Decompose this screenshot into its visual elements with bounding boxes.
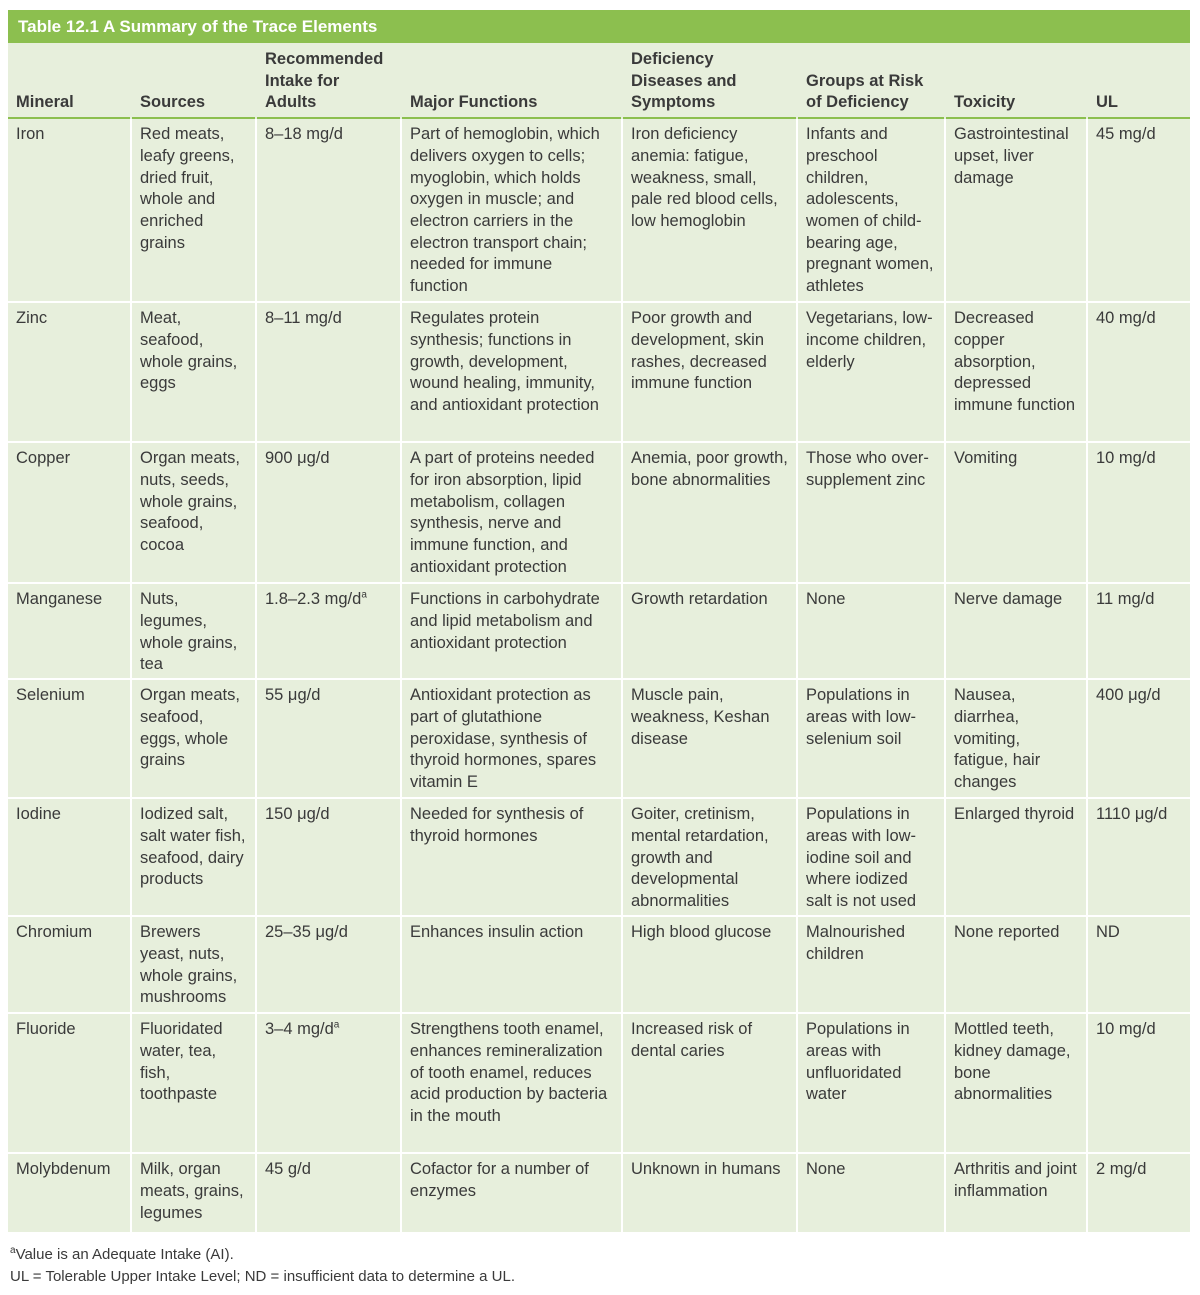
deficiency-text: Iron deficiency anemia: fatigue, weakness, small, pale red blood cells, low hemoglobin	[631, 125, 778, 230]
risk-text: Populations in areas with low-iodine soil and where iodized salt is not used	[806, 805, 917, 910]
trace-elements-table	[8, 43, 1190, 1232]
intake-text: 8–11 mg/d	[265, 309, 342, 328]
cell-mineral	[8, 916, 131, 1013]
risk-text: None	[806, 590, 846, 609]
deficiency-text: Growth retardation	[631, 590, 768, 609]
header-risk: Groups at Risk of Deficiency	[797, 43, 945, 118]
table-title: Table 12.1 A Summary of the Trace Elements	[8, 10, 1190, 43]
cell-risk	[797, 118, 945, 302]
table-row	[8, 916, 1190, 1013]
functions-text: A part of proteins needed for iron absorption, lipid metabolism, collagen synthesis, nerve and immune function, and antioxidant protection	[410, 449, 595, 576]
functions-text: Part of hemoglobin, which delivers oxygen to cells; myoglobin, which holds oxygen in muscle; and electron carriers in the electron transport chain; needed for immune function	[410, 125, 600, 296]
toxicity-text: Gastrointestinal upset, liver damage	[954, 125, 1069, 187]
cell-mineral	[8, 118, 131, 302]
cell-sources	[131, 916, 256, 1013]
cell-functions	[401, 679, 622, 798]
cell-ul	[1087, 679, 1190, 798]
cell-functions	[401, 302, 622, 442]
cell-mineral	[8, 1153, 131, 1232]
toxicity-text: Mottled teeth, kidney damage, bone abnormalities	[954, 1020, 1071, 1104]
table-row	[8, 583, 1190, 679]
deficiency-text: High blood glucose	[631, 923, 772, 942]
sources-text: Meat, seafood, whole grains, eggs	[140, 309, 238, 393]
cell-intake	[256, 1013, 401, 1153]
deficiency-text: Unknown in humans	[631, 1160, 781, 1179]
footnote-marker: a	[333, 1019, 340, 1031]
cell-toxicity	[945, 1153, 1087, 1232]
cell-risk	[797, 583, 945, 679]
cell-risk	[797, 302, 945, 442]
toxicity-text: None reported	[954, 923, 1060, 942]
sources-text: Red meats, leafy greens, dried fruit, whole and enriched grains	[140, 125, 235, 252]
cell-risk	[797, 916, 945, 1013]
ul-text: 11 mg/d	[1096, 590, 1155, 609]
cell-mineral	[8, 442, 131, 583]
cell-functions	[401, 118, 622, 302]
intake-text: 1.8–2.3 mg/d	[265, 590, 362, 609]
deficiency-text: Goiter, cretinism, mental retardation, growth and developmental abnormalities	[631, 805, 769, 910]
cell-toxicity	[945, 118, 1087, 302]
cell-intake	[256, 583, 401, 679]
sources-text: Iodized salt, salt water fish, seafood, dairy products	[140, 805, 246, 889]
footnote-ul-definition: UL = Tolerable Upper Intake Level; ND = insufficient data to determine a UL.	[10, 1268, 516, 1285]
cell-ul	[1087, 583, 1190, 679]
cell-ul	[1087, 1153, 1190, 1232]
functions-text: Functions in carbohydrate and lipid metabolism and antioxidant protection	[410, 590, 600, 652]
ul-text: 45 mg/d	[1096, 125, 1156, 144]
risk-text: Those who over-supplement zinc	[806, 449, 929, 489]
sources-text: Nuts, legumes, whole grains, tea	[140, 590, 238, 674]
functions-text: Cofactor for a number of enzymes	[410, 1160, 589, 1200]
cell-intake	[256, 679, 401, 798]
cell-mineral	[8, 1013, 131, 1153]
cell-sources	[131, 1153, 256, 1232]
intake-text: 25–35 μg/d	[265, 923, 348, 942]
cell-risk	[797, 1013, 945, 1153]
cell-sources	[131, 302, 256, 442]
toxicity-text: Nerve damage	[954, 590, 1063, 609]
ul-text: ND	[1096, 923, 1120, 942]
ul-text: 400 μg/d	[1096, 686, 1161, 705]
cell-sources	[131, 583, 256, 679]
functions-text: Strengthens tooth enamel, enhances remineralization of tooth enamel, reduces acid production by bacteria in the mouth	[410, 1020, 608, 1125]
cell-sources	[131, 798, 256, 916]
intake-text: 3–4 mg/d	[265, 1020, 334, 1039]
cell-deficiency	[622, 583, 797, 679]
intake-text: 8–18 mg/d	[265, 125, 343, 144]
functions-text: Regulates protein synthesis; functions in growth, development, wound healing, immunity, and antioxidant protection	[410, 309, 599, 414]
cell-intake	[256, 442, 401, 583]
cell-intake	[256, 798, 401, 916]
sources-text: Milk, organ meats, grains, legumes	[140, 1160, 244, 1222]
cell-intake	[256, 302, 401, 442]
intake-text: 900 μg/d	[265, 449, 330, 468]
mineral-text: Iron	[16, 125, 45, 144]
deficiency-text: Increased risk of dental caries	[631, 1020, 753, 1060]
cell-risk	[797, 1153, 945, 1232]
header-ul: UL	[1087, 43, 1190, 118]
cell-deficiency	[622, 798, 797, 916]
deficiency-text: Anemia, poor growth, bone abnormalities	[631, 449, 788, 489]
mineral-text: Fluoride	[16, 1020, 76, 1039]
ul-text: 1110 μg/d	[1096, 805, 1168, 824]
risk-text: Populations in areas with unfluoridated water	[806, 1020, 910, 1104]
mineral-text: Copper	[16, 449, 71, 468]
ul-text: 10 mg/d	[1096, 449, 1156, 468]
sources-text: Brewers yeast, nuts, whole grains, mushrooms	[140, 923, 238, 1007]
cell-sources	[131, 118, 256, 302]
table-body	[8, 118, 1190, 1232]
toxicity-text: Vomiting	[954, 449, 1018, 468]
mineral-text: Selenium	[16, 686, 85, 705]
sources-text: Fluoridated water, tea, fish, toothpaste	[140, 1020, 223, 1104]
cell-functions	[401, 916, 622, 1013]
intake-text: 55 μg/d	[265, 686, 321, 705]
deficiency-text: Poor growth and development, skin rashes, decreased immune function	[631, 309, 767, 393]
cell-intake	[256, 916, 401, 1013]
mineral-text: Chromium	[16, 923, 93, 942]
table-row	[8, 1153, 1190, 1232]
intake-text: 45 g/d	[265, 1160, 311, 1179]
mineral-text: Manganese	[16, 590, 103, 609]
summary-table-figure	[8, 10, 1190, 1232]
table-row	[8, 798, 1190, 916]
header-sources: Sources	[131, 43, 256, 118]
cell-functions	[401, 798, 622, 916]
mineral-text: Molybdenum	[16, 1160, 111, 1179]
cell-mineral	[8, 798, 131, 916]
risk-text: Populations in areas with low-selenium soil	[806, 686, 917, 748]
header-row	[8, 43, 1190, 118]
sources-text: Organ meats, nuts, seeds, whole grains, seafood, cocoa	[140, 449, 240, 554]
cell-deficiency	[622, 442, 797, 583]
cell-risk	[797, 442, 945, 583]
cell-sources	[131, 1013, 256, 1153]
toxicity-text: Decreased copper absorption, depressed immune function	[954, 309, 1076, 414]
ul-text: 10 mg/d	[1096, 1020, 1156, 1039]
functions-text: Enhances insulin action	[410, 923, 584, 942]
table-row	[8, 679, 1190, 798]
cell-deficiency	[622, 1153, 797, 1232]
footnote-marker: a	[361, 589, 367, 601]
cell-mineral	[8, 583, 131, 679]
table-row	[8, 118, 1190, 302]
mineral-text: Iodine	[16, 805, 61, 824]
cell-mineral	[8, 302, 131, 442]
cell-toxicity	[945, 442, 1087, 583]
ul-text: 2 mg/d	[1096, 1160, 1147, 1179]
table-row	[8, 442, 1190, 583]
cell-functions	[401, 1153, 622, 1232]
header-toxicity: Toxicity	[945, 43, 1087, 118]
cell-toxicity	[945, 916, 1087, 1013]
risk-text: None	[806, 1160, 846, 1179]
footnote-a-text: Value is an Adequate Intake (AI).	[15, 1246, 234, 1263]
header-functions: Major Functions	[401, 43, 622, 118]
header-intake: Recommended Intake for Adults	[256, 43, 401, 118]
cell-sources	[131, 442, 256, 583]
cell-mineral	[8, 679, 131, 798]
cell-risk	[797, 798, 945, 916]
ul-text: 40 mg/d	[1096, 309, 1156, 328]
intake-text: 150 μg/d	[265, 805, 330, 824]
footnote-adequate-intake	[10, 1244, 515, 1266]
cell-intake	[256, 118, 401, 302]
cell-functions	[401, 442, 622, 583]
cell-deficiency	[622, 916, 797, 1013]
risk-text: Vegetarians, low-income children, elderly	[806, 309, 933, 371]
cell-toxicity	[945, 302, 1087, 442]
toxicity-text: Nausea, diarrhea, vomiting, fatigue, hair changes	[954, 686, 1041, 791]
cell-functions	[401, 583, 622, 679]
footnote-mark: a	[10, 1245, 16, 1256]
toxicity-text: Enlarged thyroid	[954, 805, 1075, 824]
cell-ul	[1087, 442, 1190, 583]
deficiency-text: Muscle pain, weakness, Keshan disease	[631, 686, 770, 748]
mineral-text: Zinc	[16, 309, 48, 328]
header-mineral: Mineral	[8, 43, 131, 118]
cell-intake	[256, 1153, 401, 1232]
cell-toxicity	[945, 798, 1087, 916]
functions-text: Needed for synthesis of thyroid hormones	[410, 805, 584, 845]
table-row	[8, 302, 1190, 442]
sources-text: Organ meats, seafood, eggs, whole grains	[140, 686, 240, 770]
cell-ul	[1087, 798, 1190, 916]
footnotes	[10, 1244, 515, 1288]
risk-text: Malnourished children	[806, 923, 906, 963]
cell-ul	[1087, 916, 1190, 1013]
cell-ul	[1087, 1013, 1190, 1153]
cell-deficiency	[622, 118, 797, 302]
cell-sources	[131, 679, 256, 798]
cell-ul	[1087, 302, 1190, 442]
cell-toxicity	[945, 1013, 1087, 1153]
header-deficiency: Deficiency Diseases and Symptoms	[622, 43, 797, 118]
toxicity-text: Arthritis and joint inflammation	[954, 1160, 1077, 1200]
cell-deficiency	[622, 302, 797, 442]
table-row	[8, 1013, 1190, 1153]
risk-text: Infants and preschool children, adolescents, women of child-bearing age, pregnant women, athletes	[806, 125, 934, 296]
cell-toxicity	[945, 679, 1087, 798]
cell-ul	[1087, 118, 1190, 302]
cell-deficiency	[622, 679, 797, 798]
cell-risk	[797, 679, 945, 798]
functions-text: Antioxidant protection as part of glutathione peroxidase, synthesis of thyroid hormones, spares vitamin E	[410, 686, 597, 791]
cell-toxicity	[945, 583, 1087, 679]
cell-functions	[401, 1013, 622, 1153]
cell-deficiency	[622, 1013, 797, 1153]
